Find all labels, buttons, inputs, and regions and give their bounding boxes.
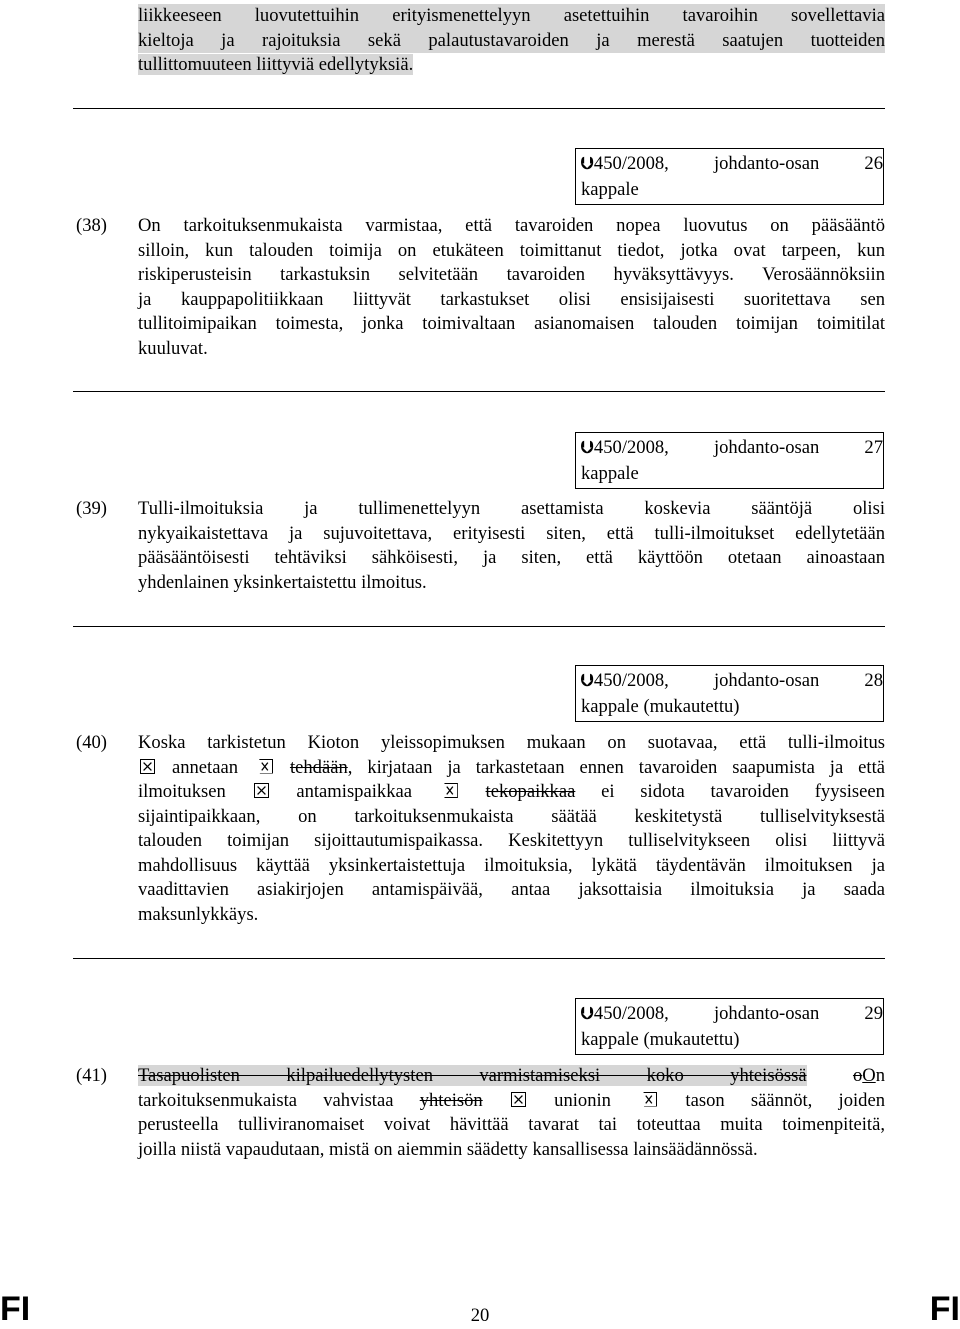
recital-number: (39): [76, 498, 107, 519]
source-reference-box: ⮋450/2008, johdanto-osan 28 kappale (mukautettu): [575, 665, 884, 722]
deleted-text: o: [852, 1065, 863, 1086]
separator-rule: [73, 108, 885, 109]
down-arrow-icon: ⮋: [581, 438, 594, 458]
separator-rule: [73, 391, 885, 392]
recital-number: (40): [76, 732, 107, 753]
deleted-text: tekopaikkaa: [485, 781, 576, 802]
recital-text: Tasapuolisten kilpailuedellytysten varmistamiseksi koko yhteisössä oOn tarkoituksenmukaista vahvistaa yhteisön unionin tason säännöt, joiden perusteella tulliviranomaiset voivat hävittää tavarat tai toteuttaa muita toimenpiteitä, joilla niistä vapaudutaan, mistä on aiemmin säädetty kansallisessa lainsäädännössä.: [138, 1065, 886, 1160]
intro-line: kieltoja ja rajoituksia sekä palautustavaroiden ja merestä saatujen tuotteiden: [138, 29, 885, 51]
deleted-text: Tasapuolisten kilpailuedellytysten varmistamiseksi koko yhteisössä: [138, 1065, 807, 1086]
recital-number: (38): [76, 215, 107, 236]
recital-text: On tarkoituksenmukaista varmistaa, että tavaroiden nopea luovutus on pääsääntö silloin, kun talouden toimija on etukäteen toimittanut tiedot, jotka ovat tarpeen, kun riskiperusteisin tarkastuksin selvitetään tavaroiden hyväksyttävyys. Verosäännöksiin ja kauppapolitiikkaan liittyvät tarkastukset olisi ensisijaisesti suoritettava sen tullitoimipaikan toimesta, jonka toimivaltaan asianomaisen talouden toimijan toimitilat kuuluvat.: [138, 215, 885, 359]
recital-number: (41): [76, 1065, 107, 1086]
deleted-text: tehdään: [289, 756, 348, 778]
insert-start-icon: [140, 759, 155, 774]
insert-end-icon: [440, 783, 458, 798]
intro-paragraph: [138, 4, 885, 78]
down-arrow-icon: ⮋: [581, 671, 594, 691]
inserted-text: O: [862, 1065, 876, 1086]
footer-language-left: FI: [0, 1290, 31, 1328]
source-reference-box: ⮋450/2008, johdanto-osan 26 kappale: [575, 148, 884, 205]
intro-line: tullittomuuteen liittyviä edellytyksiä.: [138, 54, 414, 75]
separator-rule: [73, 626, 885, 627]
down-arrow-icon: ⮋: [581, 154, 594, 174]
deleted-text: yhteisön: [419, 1089, 483, 1111]
intro-line: liikkeeseen luovutettuihin erityismenettelyyn asetettuihin tavaroihin sovellettavia: [138, 5, 885, 26]
footer-language-right: FI: [929, 1290, 960, 1328]
down-arrow-icon: ⮋: [581, 1004, 594, 1024]
recital-text: Tulli-ilmoituksia ja tullimenettelyyn asettamista koskevia sääntöjä olisi nykyaikaistettava ja sujuvoitettava, erityisesti siten, että tulli-ilmoitukset edellytetään pääsääntöisesti tehtäviksi sähköisesti, ja siten, että käyttöön otetaan ainoastaan yhdenlainen yksinkertaistettu ilmoitus.: [138, 498, 885, 593]
insert-start-icon: [254, 783, 269, 798]
insert-end-icon: [255, 759, 273, 774]
recital-text: Koska tarkistetun Kioton yleissopimuksen mukaan on suotavaa, että tulli-ilmoitus annetaan tehdään, kirjataan ja tarkastetaan ennen tavaroiden saapumista ja että ilmoituksen antamispaikkaa tekopaikkaa ei sidota tavaroiden fyysiseen sijaintipaikkaan, on tarkoituksenmukaista säätää keskitetystä tulliselvityksestä talouden toimijan sijoittautumispaikassa. Keskitettyyn tulliselvitykseen olisi liittyvä mahdollisuus käyttää yksinkertaistettuja ilmoituksia, lykätä täydentävän ilmoituksen ja vaadittavien asiakirjojen antamispäivää, antaa jaksottaisia ilmoituksia ja saada maksunlykkäys.: [138, 732, 885, 925]
page-number: 20: [470, 1305, 490, 1326]
separator-rule: [73, 958, 885, 959]
source-reference-box: ⮋450/2008, johdanto-osan 29 kappale (mukautettu): [575, 998, 884, 1055]
insert-end-icon: [639, 1092, 657, 1107]
insert-start-icon: [511, 1092, 526, 1107]
source-reference-box: ⮋450/2008, johdanto-osan 27 kappale: [575, 432, 884, 489]
